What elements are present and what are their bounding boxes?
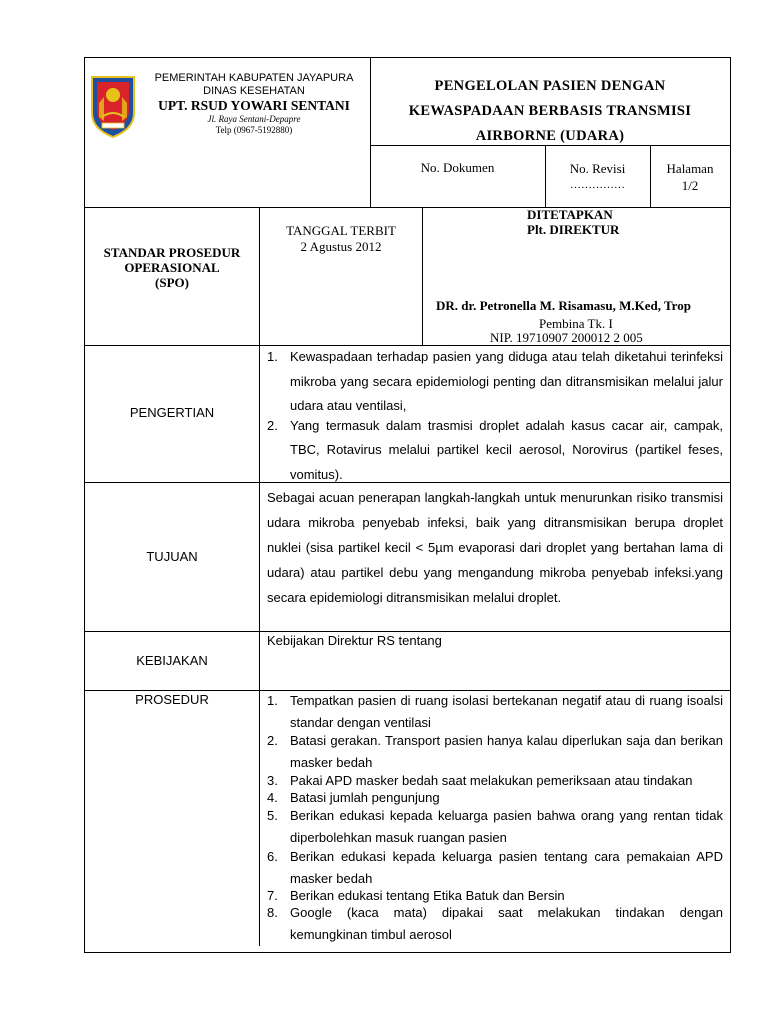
list-item: 5. Berikan edukasi kepada keluarga pasien bahwa orang yang rentan tidak diperbolehkan masuk ruangan pasien xyxy=(267,808,723,845)
gov-line: PEMERINTAH KABUPATEN JAYAPURA xyxy=(154,72,354,84)
section-label-tujuan: TUJUAN xyxy=(146,549,198,564)
title-line: AIRBORNE (UDARA) xyxy=(475,128,625,144)
signer-name: DR. dr. Petronella M. Risamasu, M.Ked, Trop xyxy=(436,298,691,313)
tujuan-content: Sebagai acuan penerapan langkah-langkah untuk menurunkan risiko transmisi udara mikroba penyebab infeksi, baik yang ditransmisikan berupa droplet nuklei (sisa partikel kecil < 5µm evaporasi dari droplet yang bertahan lama di udara) atau partikel debu yang mengandung mikroba penyebab infeksi.yang secara epidemiologi ditransmisikan melalui droplet. xyxy=(267,490,723,605)
list-item: 8. Google (kaca mata) dipakai saat melakukan tindakan dengan kemungkinan timbul aerosol xyxy=(267,905,723,942)
list-item: 1. Tempatkan pasien di ruang isolasi bertekanan negatif atau di ruang isoalsi standar dengan ventilasi xyxy=(267,693,723,730)
section-label-pengertian: PENGERTIAN xyxy=(129,405,215,420)
no-dokumen-label: No. Dokumen xyxy=(420,160,495,175)
list-item: 6. Berikan edukasi kepada keluarga pasien tentang cara pemakaian APD masker bedah xyxy=(267,849,723,886)
halaman-value: 1/2 xyxy=(681,178,699,193)
dept-line: DINAS KESEHATAN xyxy=(203,85,305,97)
spo-label-line: STANDAR PROSEDUR xyxy=(103,245,241,260)
spo-label xyxy=(86,245,258,290)
jabatan-label: Plt. DIREKTUR xyxy=(527,222,620,237)
list-item: 2. Yang termasuk dalam trasmisi droplet adalah kasus cacar air, campak, TBC, Rotavirus melalui partikel kecil aerosol, Norovirus (partikel feses, vomitus). xyxy=(267,417,723,482)
hospital-phone: Telp (0967-5192880) xyxy=(215,125,293,135)
halaman-label: Halaman xyxy=(666,161,714,176)
section-label-prosedur: PROSEDUR xyxy=(135,692,209,707)
section-label-kebijakan: KEBIJAKAN xyxy=(136,653,208,668)
signer-rank: Pembina Tk. I xyxy=(539,316,613,331)
title-line: PENGELOLAN PASIEN DENGAN xyxy=(434,78,666,94)
no-revisi-value: …………… xyxy=(570,179,625,191)
ditetapkan-label: DITETAPKAN xyxy=(527,207,613,222)
list-item: 4. Batasi jumlah pengunjung xyxy=(267,790,440,805)
tanggal-terbit-label: TANGGAL TERBIT xyxy=(286,223,396,238)
list-item: 3. Pakai APD masker bedah saat melakukan pemeriksaan atau tindakan xyxy=(267,773,693,788)
title-line: KEWASPADAAN BERBASIS TRANSMISI xyxy=(408,103,692,119)
no-revisi-label: No. Revisi xyxy=(569,161,626,176)
signer-nip: NIP. 19710907 200012 2 005 xyxy=(490,330,643,345)
list-item: 2. Batasi gerakan. Transport pasien hanya kalau diperlukan saja dan berikan masker bedah xyxy=(267,733,723,770)
list-item: 1. Kewaspadaan terhadap pasien yang diduga atau telah diketahui terinfeksi mikroba yang secara epidemiologi penting dan ditransmisikan melalui jalur udara atau ventilasi, xyxy=(267,349,723,413)
hospital-name: UPT. RSUD YOWARI SENTANI xyxy=(158,98,350,113)
spo-label-line: OPERASIONAL xyxy=(124,260,220,275)
regency-logo xyxy=(88,73,138,139)
document-title xyxy=(372,74,728,149)
prosedur-content xyxy=(267,690,723,946)
spo-label-line: (SPO) xyxy=(155,275,189,290)
tanggal-terbit-value: 2 Agustus 2012 xyxy=(300,239,382,254)
kebijakan-content: Kebijakan Direktur RS tentang xyxy=(267,633,442,648)
pengertian-content xyxy=(267,345,723,487)
list-item: 7. Berikan edukasi tentang Etika Batuk dan Bersin xyxy=(267,888,565,903)
hospital-address: Jl. Raya Sentani-Depapre xyxy=(207,114,301,124)
